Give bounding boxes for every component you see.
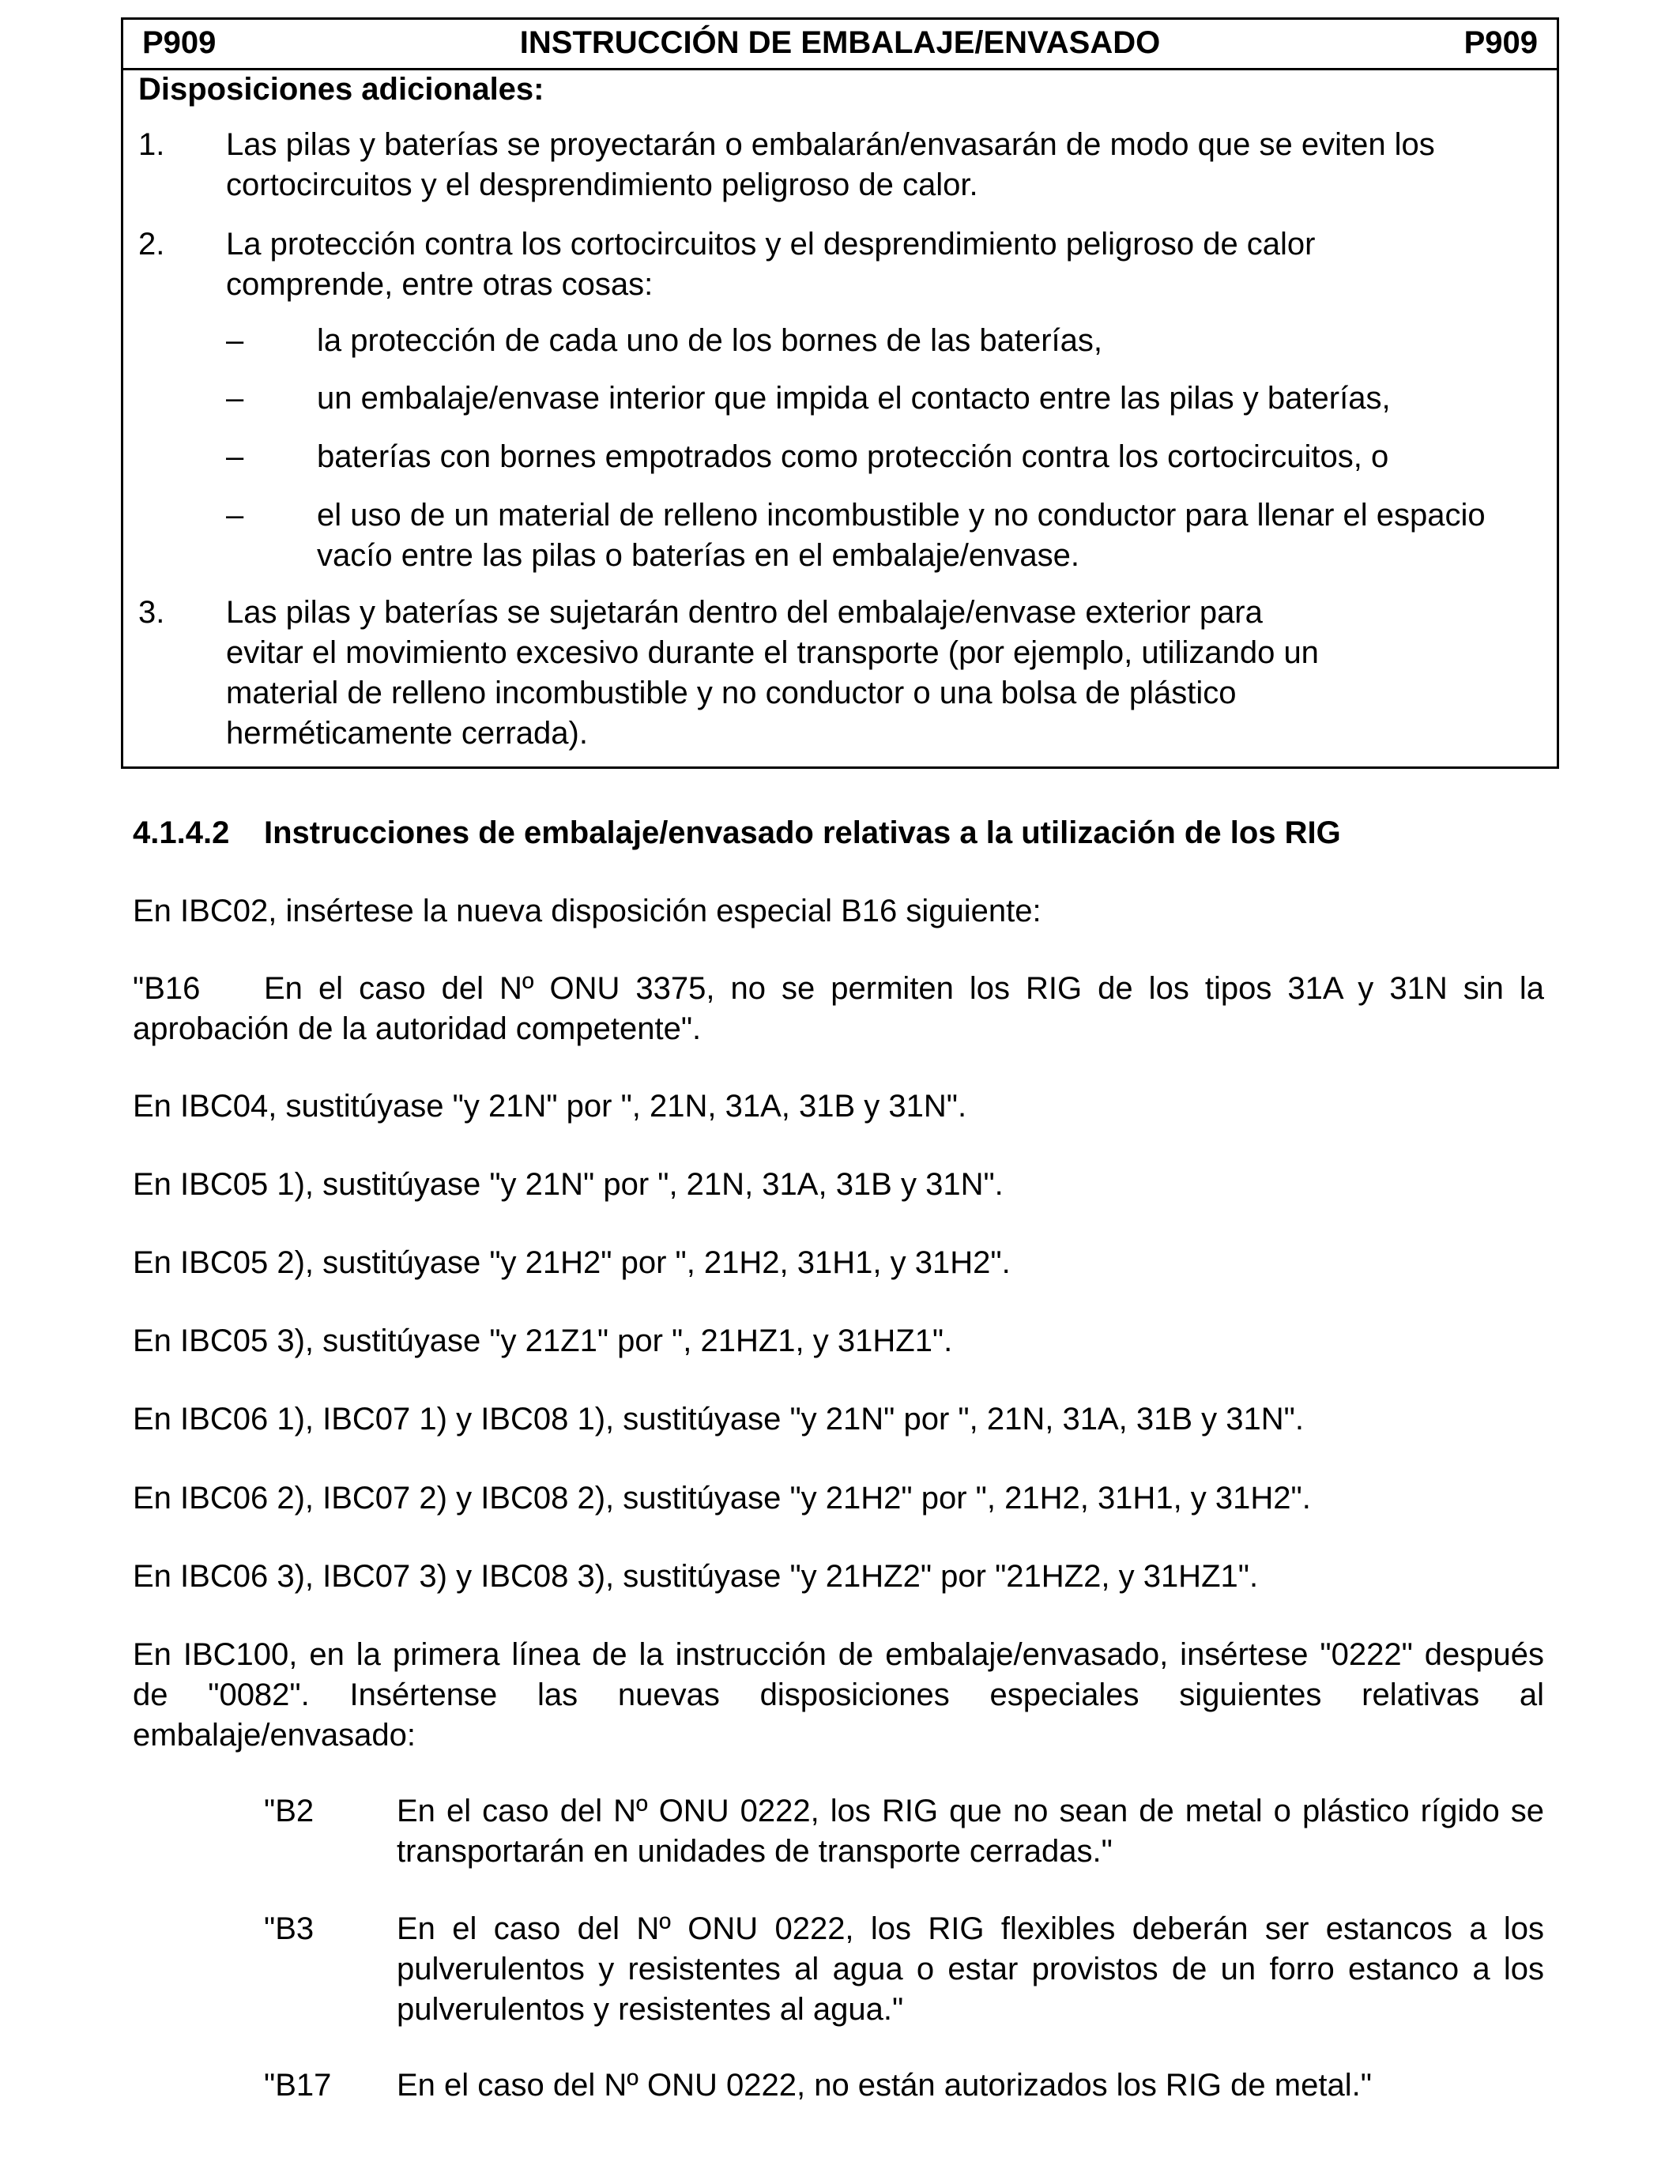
dash-item-text: la protección de cada uno de los bornes de las baterías,	[317, 323, 1102, 358]
p909-header	[123, 20, 1557, 70]
provision-text: En el caso del Nº ONU 0222, los RIG flexibles deberán ser estancos a los pulverulentos y resistentes al agua o estar provistos de un forro estanco a los pulverulentos y resistentes al agua."	[397, 1911, 1544, 2027]
dash-marker: –	[226, 498, 244, 533]
dash-item-text: baterías con bornes empotrados como protección contra los cortocircuitos, o	[317, 439, 1389, 474]
item-number: 2.	[138, 227, 165, 262]
paragraph-ibc04: En IBC04, sustitúyase "y 21N" por ", 21N, 31A, 31B y 31N".	[133, 1089, 967, 1124]
provision-label: "B3	[264, 1911, 315, 1946]
item-number: 1.	[138, 127, 165, 162]
paragraph-ibc05-1: En IBC05 1), sustitúyase "y 21N" por ", 21N, 31A, 31B y 31N".	[133, 1167, 1004, 1202]
dash-marker: –	[226, 323, 244, 358]
instruction-code-left: P909	[142, 25, 217, 60]
dash-item-text: un embalaje/envase interior que impida el contacto entre las pilas y baterías,	[317, 381, 1391, 416]
provision-text: En el caso del Nº ONU 3375, no se permiten los RIG de los tipos 31A y 31N sin la aprobación de la autoridad competente".	[133, 971, 1544, 1046]
provision-b16	[133, 969, 1544, 1049]
section-number: 4.1.4.2	[133, 815, 230, 850]
item-text: Las pilas y baterías se sujetarán dentro del embalaje/envase exterior para evitar el movimiento excesivo durante el transporte (por ejemplo, utilizando un material de relleno incombustible y no conductor o una bolsa de plástico herméticamente cerrada).	[226, 595, 1319, 751]
paragraph-ibc100: En IBC100, en la primera línea de la instrucción de embalaje/envasado, insértese "0222" después de "0082". Insértense las nuevas disposiciones especiales siguientes relativas al embalaje/envasado:	[133, 1637, 1544, 1753]
provision-label: "B2	[264, 1794, 315, 1828]
paragraph-ibc05-2: En IBC05 2), sustitúyase "y 21H2" por ", 21H2, 31H1, y 31H2".	[133, 1245, 1011, 1280]
paragraph-ibc02: En IBC02, insértese la nueva disposición especial B16 siguiente:	[133, 894, 1042, 928]
paragraph-ibc06-1: En IBC06 1), IBC07 1) y IBC08 1), sustitúyase "y 21N" por ", 21N, 31A, 31B y 31N".	[133, 1402, 1304, 1437]
section-heading	[133, 813, 1341, 853]
provision-text: En el caso del Nº ONU 0222, los RIG que no sean de metal o plástico rígido se transportarán en unidades de transporte cerradas."	[397, 1794, 1544, 1869]
section-title: Instrucciones de embalaje/envasado relativas a la utilización de los RIG	[264, 815, 1341, 850]
dash-marker: –	[226, 381, 244, 416]
instruction-code-right: P909	[1463, 25, 1538, 60]
paragraph-ibc06-2: En IBC06 2), IBC07 2) y IBC08 2), sustitúyase "y 21H2" por ", 21H2, 31H1, y 31H2".	[133, 1481, 1311, 1516]
item-text: La protección contra los cortocircuitos y el desprendimiento peligroso de calor comprende, entre otras cosas:	[226, 227, 1316, 302]
provision-label: "B17	[264, 2068, 332, 2103]
additional-provisions-heading: Disposiciones adicionales:	[138, 72, 544, 107]
provision-text: En el caso del Nº ONU 0222, no están autorizados los RIG de metal."	[397, 2068, 1372, 2103]
paragraph-ibc06-3: En IBC06 3), IBC07 3) y IBC08 3), sustitúyase "y 21HZ2" por "21HZ2, y 31HZ1".	[133, 1559, 1259, 1594]
item-text: Las pilas y baterías se proyectarán o embalarán/envasarán de modo que se eviten los cortocircuitos y el desprendimiento peligroso de calor.	[226, 127, 1435, 202]
dash-marker: –	[226, 439, 244, 474]
paragraph-ibc05-3: En IBC05 3), sustitúyase "y 21Z1" por ", 21HZ1, y 31HZ1".	[133, 1324, 953, 1358]
instruction-title: INSTRUCCIÓN DE EMBALAJE/ENVASADO	[519, 25, 1161, 60]
dash-item-text: el uso de un material de relleno incombustible y no conductor para llenar el espacio vacío entre las pilas o baterías en el embalaje/envase.	[317, 498, 1486, 573]
provision-label: "B16	[133, 971, 201, 1006]
item-number: 3.	[138, 595, 165, 630]
